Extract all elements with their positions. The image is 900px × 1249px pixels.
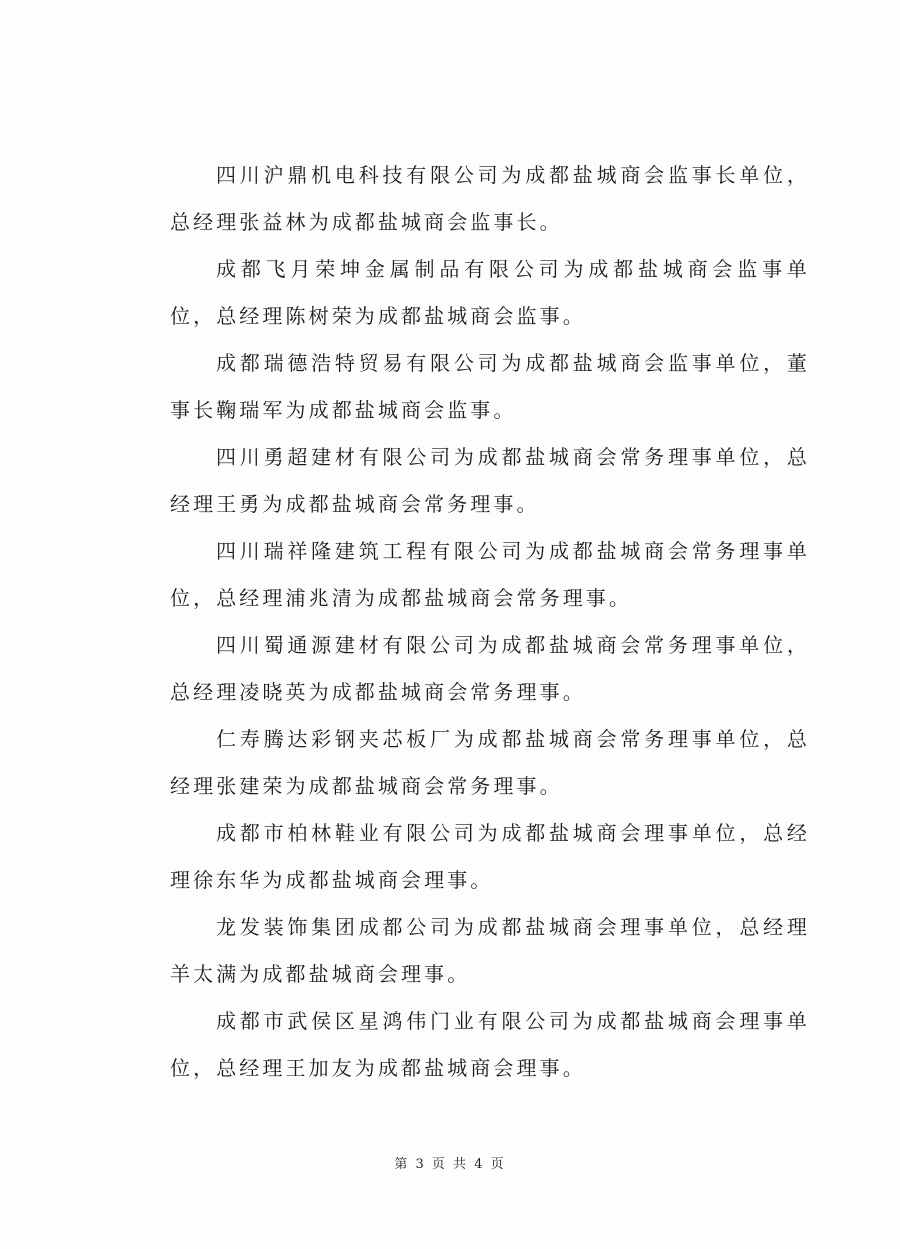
paragraph-3: 成都瑞德浩特贸易有限公司为成都盐城商会监事单位，董事长鞠瑞军为成都盐城商会监事。 (170, 351, 810, 422)
paragraph-10: 成都市武侯区星鸿伟门业有限公司为成都盐城商会理事单位，总经理王加友为成都盐城商会理事。 (170, 1009, 810, 1080)
paragraph-6: 四川蜀通源建材有限公司为成都盐城商会常务理事单位，总经理凌晓英为成都盐城商会常务理事。 (170, 633, 810, 704)
page-footer (0, 1153, 900, 1172)
document-body (170, 152, 810, 1092)
paragraph-4: 四川勇超建材有限公司为成都盐城商会常务理事单位，总经理王勇为成都盐城商会常务理事。 (170, 445, 810, 516)
paragraph-1: 四川沪鼎机电科技有限公司为成都盐城商会监事长单位，总经理张益林为成都盐城商会监事长。 (170, 163, 810, 234)
paragraph-7: 仁寿腾达彩钢夹芯板厂为成都盐城商会常务理事单位，总经理张建荣为成都盐城商会常务理事。 (170, 727, 810, 798)
paragraph-8: 成都市柏林鞋业有限公司为成都盐城商会理事单位，总经理徐东华为成都盐城商会理事。 (170, 821, 810, 892)
paragraph-5: 四川瑞祥隆建筑工程有限公司为成都盐城商会常务理事单位，总经理浦兆清为成都盐城商会常务理事。 (170, 539, 810, 610)
paragraph-2: 成都飞月荣坤金属制品有限公司为成都盐城商会监事单位，总经理陈树荣为成都盐城商会监事。 (170, 257, 810, 328)
page-number-label: 第 3 页 共 4 页 (394, 1157, 506, 1172)
paragraph-9: 龙发装饰集团成都公司为成都盐城商会理事单位，总经理羊太满为成都盐城商会理事。 (170, 915, 810, 986)
